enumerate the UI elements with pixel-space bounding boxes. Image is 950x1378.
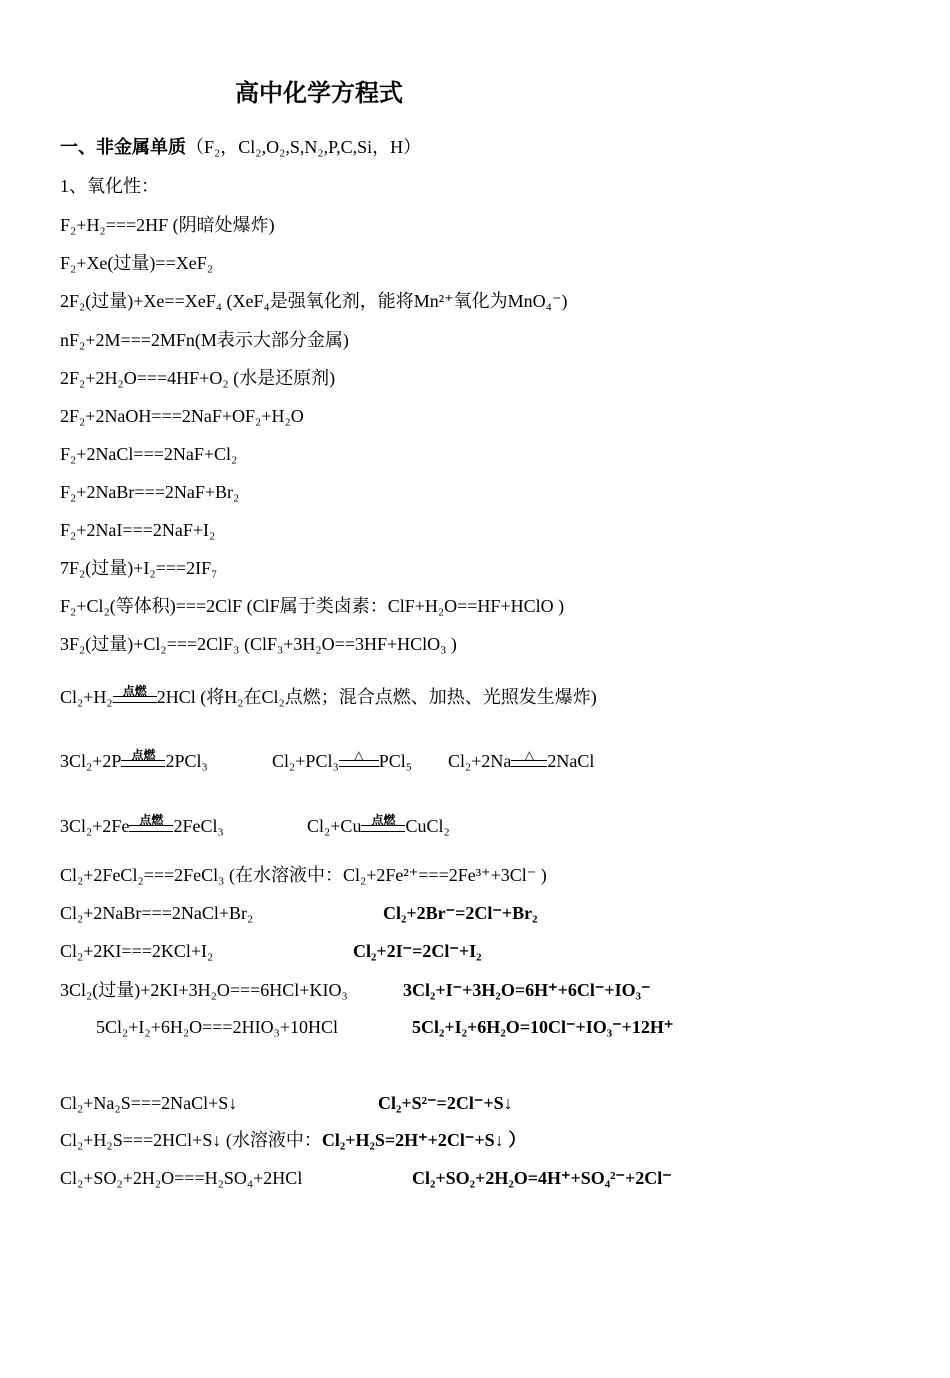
condition-label: 点燃 <box>131 748 156 762</box>
conditional-equation <box>448 750 594 772</box>
condition-label: △ <box>524 748 535 762</box>
double-line <box>113 696 157 703</box>
conditional-equation <box>60 750 208 772</box>
equation: 3F₂(过量)+Cl₂===2ClF₃ (ClF₃+3H₂O==3HF+HClO₃ ) <box>60 634 457 654</box>
ionic-equation: 3Cl₂+I⁻+3H₂O=6H⁺+6Cl⁻+IO₃⁻ <box>403 980 651 1000</box>
ionic-equation: Cl₂+2I⁻=2Cl⁻+I₂ <box>353 941 482 961</box>
conditional-equation <box>272 750 412 772</box>
condition-label: △ <box>354 748 364 762</box>
condition-arrow <box>339 750 379 772</box>
condition-label: 点燃 <box>139 813 164 827</box>
reactants: 3Cl₂+2P <box>60 751 122 771</box>
double-line <box>121 760 165 767</box>
section-heading-text: 一、非金属单质 <box>60 137 186 157</box>
reactants: Cl₂+2Na <box>448 751 512 771</box>
condition-arrow <box>511 750 547 772</box>
double-line <box>129 825 173 832</box>
equation: F₂+Cl₂(等体积)===2ClF (ClF属于类卤素：ClF+H₂O==HF+HClO ) <box>60 596 565 616</box>
ionic-equation: Cl₂+H₂S=2H⁺+2Cl⁻+S↓ ） <box>321 1130 527 1150</box>
condition-arrow <box>113 686 157 708</box>
products: 2NaCl <box>547 751 595 771</box>
double-line <box>511 760 547 767</box>
reactants: Cl₂+PCl₃ <box>272 751 339 771</box>
products: 2FeCl₃ <box>173 816 224 836</box>
conditional-equation <box>60 686 597 708</box>
equation: 7F₂(过量)+I₂===2IF₇ <box>60 558 218 578</box>
reactants: 3Cl₂+2Fe <box>60 816 130 836</box>
condition-label: 点燃 <box>371 813 396 827</box>
ionic-equation: Cl₂+2Br⁻=2Cl⁻+Br₂ <box>383 903 538 923</box>
reactants: Cl₂+H₂ <box>60 687 113 707</box>
page-title: 高中化学方程式 <box>235 79 403 107</box>
subsection-heading: 1、氧化性： <box>60 176 159 196</box>
equation: F₂+2NaBr===2NaF+Br₂ <box>60 482 240 502</box>
equation: Cl₂+SO₂+2H₂O===H₂SO₄+2HCl <box>60 1168 303 1188</box>
double-line <box>339 760 379 767</box>
equation: Cl₂+Na₂S===2NaCl+S↓ <box>60 1093 238 1113</box>
reactants: Cl₂+Cu <box>307 816 362 836</box>
equation <box>60 1129 526 1151</box>
equation: 5Cl₂+I₂+6H₂O===2HIO₃+10HCl <box>96 1017 339 1037</box>
equation: Cl₂+2FeCl₂===2FeCl₃ (在水溶液中：Cl₂+2Fe²⁺===2Fe³⁺+3Cl⁻ ) <box>60 865 547 885</box>
double-line <box>361 825 405 832</box>
ionic-equation: 5Cl₂+I₂+6H₂O=10Cl⁻+IO₃⁻+12H⁺ <box>412 1017 674 1037</box>
equation: 2F₂+2NaOH===2NaF+OF₂+H₂O <box>60 406 304 426</box>
equation: Cl₂+2NaBr===2NaCl+Br₂ <box>60 903 254 923</box>
equation: F₂+2NaCl===2NaF+Cl₂ <box>60 444 238 464</box>
products: 2HCl (将H₂在Cl₂点燃；混合点燃、加热、光照发生爆炸) <box>156 687 597 707</box>
section-elements: （F₂，Cl₂,O₂,S,N₂,P,C,Si，H） <box>186 137 422 157</box>
equation: F₂+2NaI===2NaF+I₂ <box>60 520 216 540</box>
condition-arrow <box>361 815 405 837</box>
ionic-equation: Cl₂+SO₂+2H₂O=4H⁺+SO₄²⁻+2Cl⁻ <box>412 1168 672 1188</box>
conditional-equation <box>60 815 224 837</box>
products: 2PCl₃ <box>165 751 208 771</box>
equation: F₂+Xe(过量)==XeF₂ <box>60 253 213 273</box>
ionic-equation: Cl₂+S²⁻=2Cl⁻+S↓ <box>378 1093 513 1113</box>
condition-arrow <box>121 750 165 772</box>
products: CuCl₂ <box>405 816 450 836</box>
condition-arrow <box>129 815 173 837</box>
equation: 2F₂+2H₂O===4HF+O₂ (水是还原剂) <box>60 368 336 388</box>
section-heading <box>60 136 421 158</box>
equation: 2F₂(过量)+Xe==XeF₄ (XeF₄是强氧化剂，能将Mn²⁺氧化为MnO₄⁻) <box>60 291 568 311</box>
equation-text: Cl₂+H₂S===2HCl+S↓ (水溶液中： <box>60 1130 322 1150</box>
equation: F₂+H₂===2HF (阴暗处爆炸) <box>60 215 275 235</box>
equation: 3Cl₂(过量)+2KI+3H₂O===6HCl+KIO₃ <box>60 980 348 1000</box>
products: PCl₅ <box>378 751 413 771</box>
conditional-equation <box>307 815 450 837</box>
equation: nF₂+2M===2MFn(M表示大部分金属) <box>60 330 349 350</box>
equation: Cl₂+2KI===2KCl+I₂ <box>60 941 214 961</box>
condition-label: 点燃 <box>122 684 147 698</box>
